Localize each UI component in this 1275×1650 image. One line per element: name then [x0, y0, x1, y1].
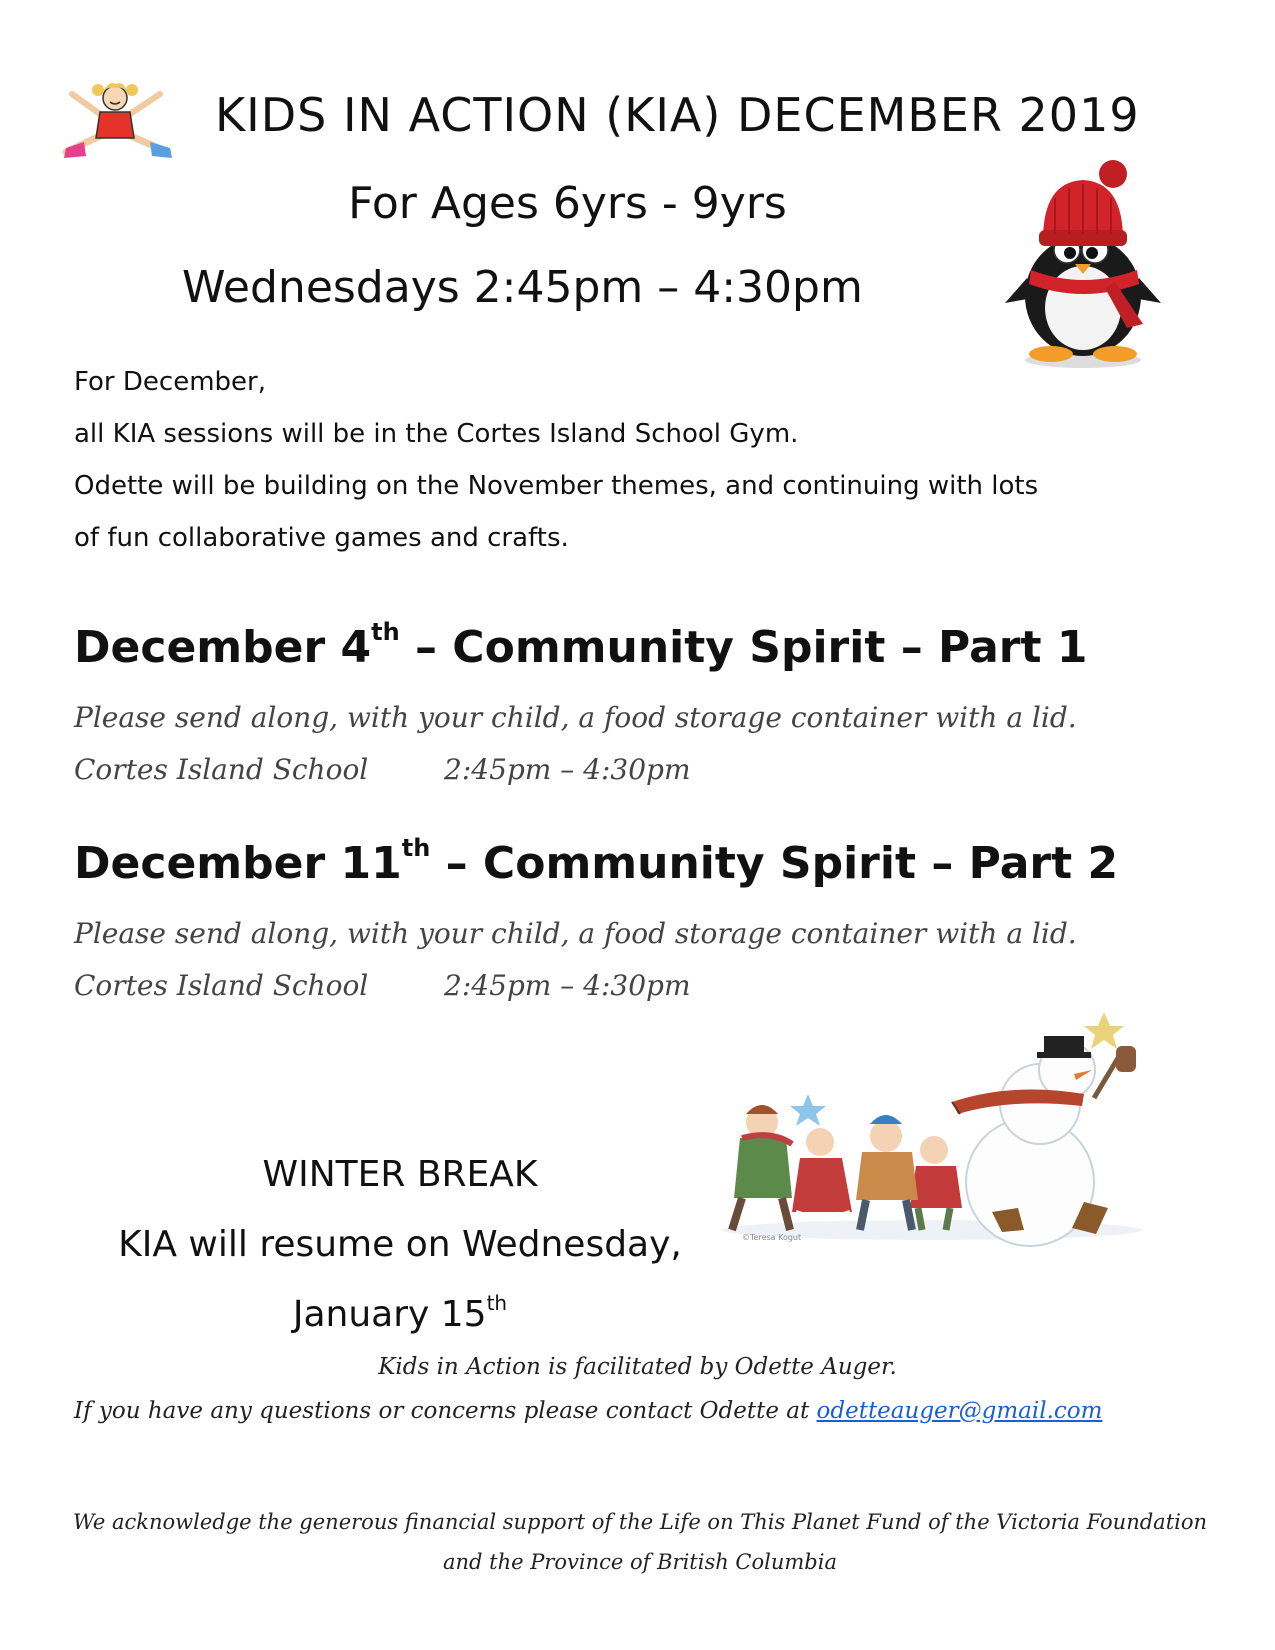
intro-line-2: all KIA sessions will be in the Cortes Island School Gym.: [74, 419, 799, 449]
session-hours: Wednesdays 2:45pm – 4:30pm: [182, 262, 863, 313]
age-range: For Ages 6yrs - 9yrs: [348, 178, 787, 229]
winter-break-date: January 15th: [292, 1291, 508, 1335]
event-title: [74, 834, 1119, 889]
contact-text: If you have any questions or concerns please contact Odette at: [74, 1398, 817, 1424]
event-details: [74, 692, 1077, 796]
event-time: 2:45pm – 4:30pm: [444, 969, 691, 1002]
event-details: [74, 908, 1077, 1012]
intro-line-3: Odette will be building on the November themes, and continuing with lots: [74, 471, 1039, 501]
event-note: Please send along, with your child, a food storage container with a lid.: [74, 701, 1077, 734]
event-date-suffix: th: [401, 834, 431, 862]
acknowledgement-line-2: and the Province of British Columbia: [443, 1550, 837, 1574]
facilitator-note: Kids in Action is facilitated by Odette Auger.: [378, 1354, 897, 1380]
intro-text: [74, 356, 1194, 564]
winter-break-heading: WINTER BREAK: [262, 1154, 538, 1195]
event-date: December 11: [74, 838, 402, 889]
intro-line-4: of fun collaborative games and crafts.: [74, 523, 569, 553]
acknowledgement-line-1: We acknowledge the generous financial support of the Life on This Planet Fund of the Victoria Foundation: [72, 1510, 1208, 1534]
snowman-children-image: [712, 1002, 1152, 1252]
event-topic: – Community Spirit – Part 1: [399, 622, 1088, 673]
event-topic: – Community Spirit – Part 2: [430, 838, 1119, 889]
winter-break-notice: [80, 1140, 720, 1350]
contact-line: [74, 1398, 1102, 1424]
event-time: 2:45pm – 4:30pm: [444, 753, 691, 786]
email-link[interactable]: odetteauger@gmail.com: [816, 1398, 1103, 1424]
event-note: Please send along, with your child, a food storage container with a lid.: [74, 917, 1077, 950]
winter-break-resume: KIA will resume on Wednesday,: [118, 1224, 682, 1265]
event-title: [74, 618, 1088, 673]
acknowledgement: [40, 1502, 1240, 1582]
page-title: KIDS IN ACTION (KIA) DECEMBER 2019: [215, 88, 1140, 142]
intro-line-1: For December,: [74, 367, 266, 397]
jumping-girl-image: [58, 72, 178, 167]
event-date: December 4: [74, 622, 372, 673]
event-location: Cortes Island School: [74, 969, 369, 1002]
event-schedule: [74, 744, 1077, 796]
event-date-suffix: th: [371, 618, 400, 646]
illustration-credit: ©Teresa Kogut: [742, 1233, 802, 1242]
event-location: Cortes Island School: [74, 753, 369, 786]
penguin-image: [1003, 158, 1163, 373]
